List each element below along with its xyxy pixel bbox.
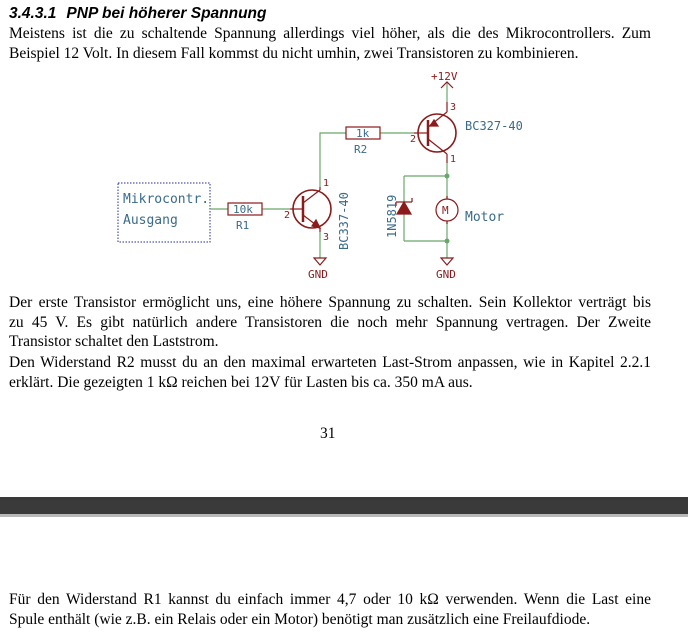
q1-pin-base: 2 xyxy=(284,210,291,221)
q2-part-number: BC327-40 xyxy=(465,119,523,133)
r2-ref: R2 xyxy=(354,143,368,156)
r1-value: 10k xyxy=(233,203,253,216)
r2-value: 1k xyxy=(356,127,370,140)
intro-paragraph xyxy=(9,24,651,63)
text-line: erklärt. Die gezeigten 1 kΩ reichen bei 12V für Lasten bis ca. 350 mA aus. xyxy=(9,373,473,391)
section-number: 3.4.3.1 xyxy=(9,5,57,22)
text-line: Den Widerstand R2 musst du an den maximal erwarteten Last-Strom anpassen, wie in Kapitel 2.2.1 xyxy=(9,354,651,371)
page-number: 31 xyxy=(320,425,336,442)
gnd-label-right: GND xyxy=(436,268,456,281)
mcu-box-label-line2: Ausgang xyxy=(123,213,178,228)
supply-label: +12V xyxy=(431,70,458,83)
diode-part-number: 1N5819 xyxy=(385,194,399,238)
text-line: Für den Widerstand R1 kannst du einfach immer 4,7 oder 10 kΩ verwenden. Wenn die Last eine xyxy=(9,591,651,608)
section-heading xyxy=(9,5,267,23)
gnd-symbol-left xyxy=(314,258,326,265)
text-line: Spule enthält (wie z.B. ein Relais oder ein Motor) benötigt man zusätzlich eine Freilaufdiode. xyxy=(9,610,591,628)
text-line: zu 45 V. Es gibt natürlich andere Transistoren die noch mehr Spannung vertragen. Der Zweite xyxy=(9,313,651,331)
q1-part-number: BC337-40 xyxy=(337,192,351,250)
paragraph-resistor-r1 xyxy=(9,590,651,629)
q2-pin-collector: 1 xyxy=(450,154,457,165)
motor-symbol: M xyxy=(442,204,449,217)
paragraph-resistor-r2 xyxy=(9,353,651,392)
gnd-label-left: GND xyxy=(308,268,328,281)
text-line: Transistor schaltet den Laststrom. xyxy=(9,333,219,350)
q1-pin-collector: 1 xyxy=(323,178,330,189)
page-break-shadow xyxy=(0,514,688,517)
text-line: Der erste Transistor ermöglicht uns, eine höhere Spannung zu schalten. Sein Kollektor verträgt bis xyxy=(9,294,651,311)
paragraph-first-transistor xyxy=(9,293,651,352)
text-line: Beispiel 12 Volt. In diesem Fall kommst du nicht umhin, zwei Transistoren zu kombinieren. xyxy=(9,44,579,62)
section-title: PNP bei höherer Spannung xyxy=(66,5,267,22)
gnd-symbol-right xyxy=(441,258,453,265)
circuit-schematic xyxy=(0,60,688,285)
q1-pin-emitter: 3 xyxy=(323,232,330,243)
q2-pin-base: 2 xyxy=(410,134,417,145)
motor-label: Motor xyxy=(465,210,505,225)
page-break-divider xyxy=(0,497,688,514)
r1-ref: R1 xyxy=(236,219,250,232)
q2-pin-emitter: 3 xyxy=(450,102,457,113)
mcu-box-label-line1: Mikrocontr. xyxy=(123,192,210,207)
text-line: Meistens ist die zu schaltende Spannung allerdings viel höher, als die des Mikrocontrollers. Zum xyxy=(9,25,651,42)
transistor-q1-npn xyxy=(290,187,331,232)
